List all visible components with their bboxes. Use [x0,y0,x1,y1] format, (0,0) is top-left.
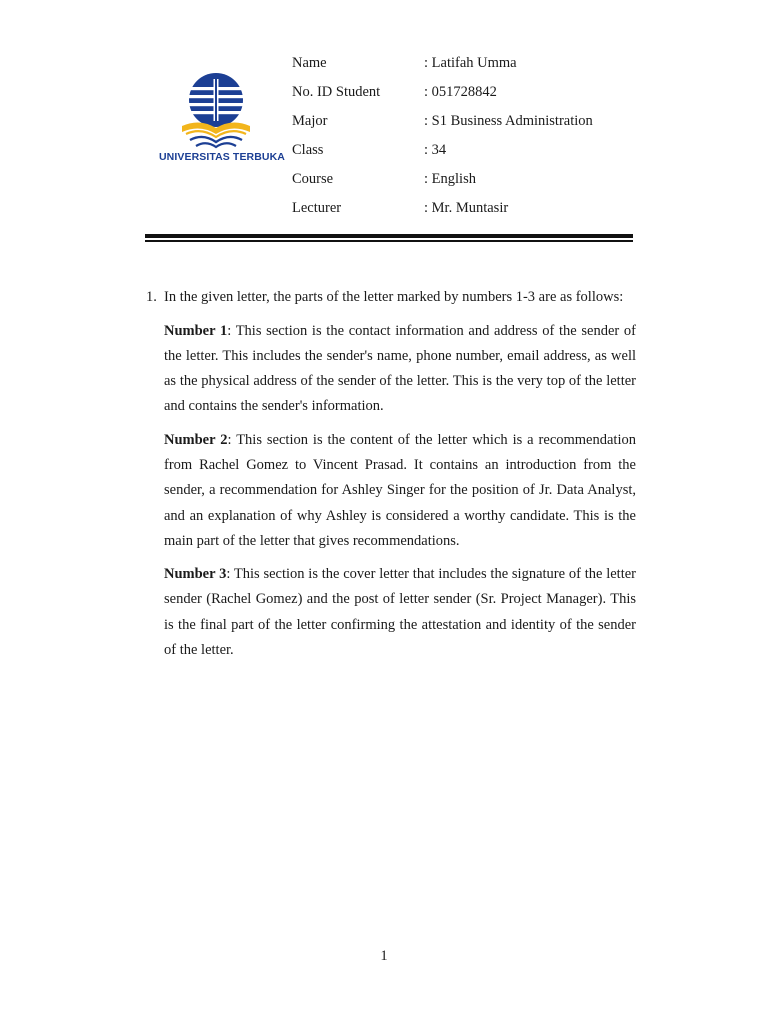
page-number: 1 [380,948,388,964]
part-text: : This section is the contact information and address of the sender of the letter. This includes the sender's name, phone number, email address, as well as the physical address of the sender of the letter. This is the very top of the letter and contains the sender's information. [164,322,636,415]
info-label: Course [292,171,334,187]
info-value: : S1 Business Administration [424,113,593,129]
part-paragraph-1 [164,319,636,420]
question-text: In the given letter, the parts of the letter marked by numbers 1-3 are as follows: [164,289,624,305]
info-label: Major [292,113,328,129]
info-label: Name [292,55,327,71]
info-value: : 051728842 [424,84,497,100]
part-heading: Number 1 [164,322,228,339]
answer-content [146,285,636,663]
question-body [164,285,636,663]
part-heading: Number 2 [164,431,228,448]
header-divider-thick [145,234,633,238]
info-label: Class [292,142,324,158]
header-divider-thin [145,240,633,242]
info-label: Lecturer [292,200,342,216]
info-value: : Mr. Muntasir [424,200,509,216]
info-value: : Latifah Umma [424,55,517,71]
part-text: : This section is the cover letter that includes the signature of the letter sender (Rachel Gomez) and the post of letter sender (Sr. Project Manager). This is the final part of the letter confirming the attestation and identity of the sender of the letter. [164,566,636,659]
info-value: : 34 [424,142,447,158]
info-value: : English [424,171,476,187]
question-item [146,285,636,663]
question-number: 1. [146,289,157,305]
part-heading: Number 3 [164,566,227,583]
part-paragraph-3 [164,562,636,663]
logo-text: UNIVERSITAS TERBUKA [159,151,285,163]
part-text: : This section is the content of the letter which is a recommendation from Rachel Gomez to Vincent Prasad. It contains an introduction from the sender, a recommendation for Ashley Singer for the position of Jr. Data Analyst, and an explanation of why Ashley is considered a worthy candidate. This is the main part of the letter that gives recommendations. [164,431,636,549]
info-label: No. ID Student [292,84,381,100]
part-paragraph-2 [164,428,636,554]
